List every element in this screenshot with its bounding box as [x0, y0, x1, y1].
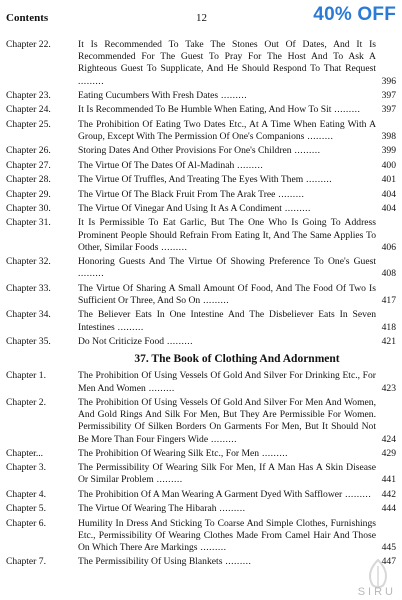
chapter-title — [78, 90, 396, 102]
chapter-title-text: The Virtue Of The Dates Of Al-Madinah — [78, 159, 235, 171]
chapter-title — [78, 518, 396, 555]
toc-entry — [6, 256, 396, 283]
chapter-number: Chapter 5. — [6, 503, 46, 515]
chapter-title — [78, 503, 396, 515]
chapter-page: 398 — [381, 130, 396, 142]
chapter-number: Chapter 29. — [6, 188, 51, 200]
chapter-title — [78, 462, 396, 486]
toc-entry — [6, 203, 396, 217]
chapter-number: Chapter 33. — [6, 282, 51, 294]
chapter-page: 404 — [381, 188, 396, 200]
chapter-title-text: The Virtue Of Truffles, And Treating The Eyes With Them — [78, 174, 304, 186]
toc-entry — [6, 90, 396, 104]
leader-dots: ......... — [153, 474, 183, 486]
toc-entry — [6, 556, 396, 570]
watermark-text: SIRU — [357, 586, 396, 598]
chapter-number: Chapter 27. — [6, 159, 51, 171]
toc-entry — [6, 462, 396, 489]
chapter-number: Chapter 4. — [6, 488, 46, 500]
chapter-title-text: The Believer Eats In One Intestine And The Disbeliever Eats In Seven Intestines — [78, 309, 376, 333]
chapter-number: Chapter 6. — [6, 517, 46, 529]
chapter-page: 404 — [381, 202, 396, 214]
chapter-page: 444 — [381, 503, 396, 515]
chapter-number: Chapter 22. — [6, 39, 51, 50]
chapter-page: 401 — [381, 174, 396, 186]
leader-dots: ......... — [303, 174, 333, 186]
chapter-number: Chapter 30. — [6, 202, 51, 214]
chapter-number: Chapter 25. — [6, 118, 51, 130]
chapter-title-text: Do Not Criticize Food — [78, 335, 165, 347]
chapter-title — [78, 256, 396, 280]
chapter-title — [78, 489, 396, 501]
toc-entry — [6, 397, 396, 448]
leader-dots: ......... — [208, 433, 238, 445]
page-header — [0, 0, 402, 34]
chapter-number: Chapter 1. — [6, 370, 46, 382]
chapter-title — [78, 309, 396, 333]
chapter-title — [78, 174, 396, 186]
leader-dots: ......... — [281, 202, 311, 214]
discount-badge: 40% OFF — [313, 4, 396, 25]
leader-dots: ......... — [164, 335, 194, 347]
toc-entry — [6, 39, 396, 90]
chapter-title — [78, 336, 396, 348]
chapter-page: 400 — [381, 159, 396, 171]
toc-entry — [6, 489, 396, 503]
toc-entry — [6, 309, 396, 336]
chapter-page: 399 — [381, 145, 396, 157]
table-of-contents — [6, 39, 396, 571]
chapter-title-text: The Prohibition Of Using Vessels Of Gold And Silver For Men And Women, And Gold Rings And Silk For Men, But They Are Permissible For Women. Permissibility Of Silken Borders On Garments For Men, But It Should Not Be More Than Four Fingers Wide — [78, 396, 376, 445]
leader-dots: ......... — [200, 294, 230, 306]
leader-dots: ......... — [145, 382, 175, 394]
chapter-title — [78, 145, 396, 157]
chapter-page: 421 — [381, 335, 396, 347]
chapter-page: 397 — [381, 90, 396, 101]
chapter-title-text: The Prohibition Of Using Vessels Of Gold And Silver For Drinking Etc., For Men And Women — [78, 370, 376, 394]
chapter-title-text: The Prohibition Of A Man Wearing A Garment Dyed With Safflower — [78, 488, 343, 500]
chapter-title-text: The Prohibition Of Wearing Silk Etc., For Men — [78, 447, 260, 459]
chapter-page: 406 — [381, 241, 396, 253]
chapter-number: Chapter 34. — [6, 309, 51, 321]
leader-dots: ......... — [218, 90, 248, 101]
chapter-number: Chapter 2. — [6, 396, 46, 408]
chapter-number: Chapter 26. — [6, 145, 51, 157]
chapter-page: 445 — [381, 542, 396, 554]
toc-entry — [6, 336, 396, 350]
leader-dots: ......... — [291, 145, 321, 157]
chapter-page: 441 — [381, 474, 396, 486]
chapter-page: 424 — [381, 433, 396, 445]
leader-dots: ......... — [78, 75, 105, 87]
chapter-title — [78, 448, 396, 460]
chapter-page: 447 — [381, 556, 396, 568]
chapter-number: Chapter 28. — [6, 174, 51, 186]
chapter-title-text: Honoring Guests And The Virtue Of Showing Preference To One's Guest — [78, 256, 376, 268]
chapter-number: Chapter 35. — [6, 335, 51, 347]
chapter-page: 442 — [381, 488, 396, 500]
leader-dots: ......... — [275, 188, 305, 200]
chapter-title-text: The Permissibility Of Wearing Silk For Men, If A Man Has A Skin Disease Or Similar Problem — [78, 462, 376, 486]
chapter-title-text: It Is Recommended To Take The Stones Out Of Dates, And It Is Recommended For The Guest To Pray For The Host And To Ask A Righteous Guest To Supplicate, And He Should Respond To That Request — [78, 39, 376, 75]
running-head: Contents — [6, 12, 49, 24]
chapter-title-text: Storing Dates And Other Provisions For One's Children — [78, 145, 292, 157]
chapter-title-text: The Virtue Of Sharing A Small Amount Of Food, And The Food Of Two Is Sufficient Or Three, And So On — [78, 282, 376, 306]
chapter-title — [78, 39, 396, 88]
chapter-title — [78, 370, 396, 394]
leader-dots: ......... — [331, 104, 361, 116]
leader-dots: ......... — [216, 503, 246, 515]
chapter-title-text: It Is Recommended To Be Humble When Eating, And How To Sit — [78, 104, 332, 116]
chapter-number: Chapter 23. — [6, 90, 51, 101]
chapter-title — [78, 104, 396, 116]
toc-entry — [6, 174, 396, 188]
chapter-number: Chapter 32. — [6, 256, 51, 268]
chapter-title-text: The Prohibition Of Eating Two Dates Etc., At A Time When Eating With A Group, Except With The Permission Of One's Companions — [78, 118, 376, 142]
chapter-title-text: The Permissibility Of Using Blankets — [78, 556, 223, 568]
chapter-title — [78, 397, 396, 446]
chapter-title-text: The Virtue Of Wearing The Hibarah — [78, 503, 217, 515]
chapter-title — [78, 217, 396, 254]
chapter-list-clothing — [6, 370, 396, 571]
toc-entry — [6, 160, 396, 174]
chapter-page: 396 — [381, 75, 396, 87]
chapter-title-text: The Virtue Of Vinegar And Using It As A Condiment — [78, 202, 282, 214]
chapter-page: 417 — [381, 294, 396, 306]
leader-dots: ......... — [78, 268, 105, 280]
chapter-title — [78, 119, 396, 143]
chapter-number: Chapter 24. — [6, 104, 51, 116]
chapter-number: Chapter 3. — [6, 462, 46, 474]
chapter-title-text: Eating Cucumbers With Fresh Dates — [78, 90, 219, 101]
chapter-list-food — [6, 39, 396, 350]
toc-entry — [6, 189, 396, 203]
chapter-title — [78, 556, 396, 568]
chapter-number: Chapter... — [6, 447, 44, 459]
chapter-title — [78, 160, 396, 172]
chapter-title-text: The Virtue Of The Black Fruit From The Arak Tree — [78, 188, 276, 200]
page-number: 12 — [196, 12, 207, 24]
leader-dots: ......... — [304, 130, 334, 142]
toc-entry — [6, 283, 396, 310]
toc-entry — [6, 217, 396, 256]
chapter-page: 418 — [381, 321, 396, 333]
toc-entry — [6, 503, 396, 517]
section-title: 37. The Book of Clothing And Adornment — [134, 353, 340, 366]
toc-entry — [6, 104, 396, 118]
chapter-page: 429 — [381, 447, 396, 459]
toc-entry — [6, 119, 396, 146]
chapter-title — [78, 203, 396, 215]
leader-dots: ......... — [259, 447, 289, 459]
chapter-title-text: Humility In Dress And Sticking To Coarse And Simple Clothes, Furnishings Etc., Permissibility Of Wearing Clothes Made From Camel Hair And Those On Which There Are Markings — [78, 517, 376, 554]
leader-dots: ......... — [197, 542, 227, 554]
chapter-page: 397 — [381, 104, 396, 116]
chapter-number: Chapter 31. — [6, 217, 51, 229]
toc-entry — [6, 518, 396, 557]
leader-dots: ......... — [222, 556, 252, 568]
chapter-number: Chapter 7. — [6, 556, 46, 568]
leader-dots: ......... — [234, 159, 264, 171]
chapter-title — [78, 189, 396, 201]
chapter-page: 408 — [381, 268, 396, 280]
toc-entry — [6, 370, 396, 397]
chapter-page: 423 — [381, 382, 396, 394]
toc-entry — [6, 448, 396, 462]
chapter-title-text: It Is Permissible To Eat Garlic, But The One Who Is Going To Address Prominent People Should Refrain From Eating It, And The Same Applies To Other, Similar Foods — [78, 217, 376, 253]
leader-dots: ......... — [158, 241, 188, 253]
toc-entry — [6, 145, 396, 159]
chapter-title — [78, 283, 396, 307]
leader-dots: ......... — [342, 488, 372, 500]
leader-dots: ......... — [114, 321, 144, 333]
